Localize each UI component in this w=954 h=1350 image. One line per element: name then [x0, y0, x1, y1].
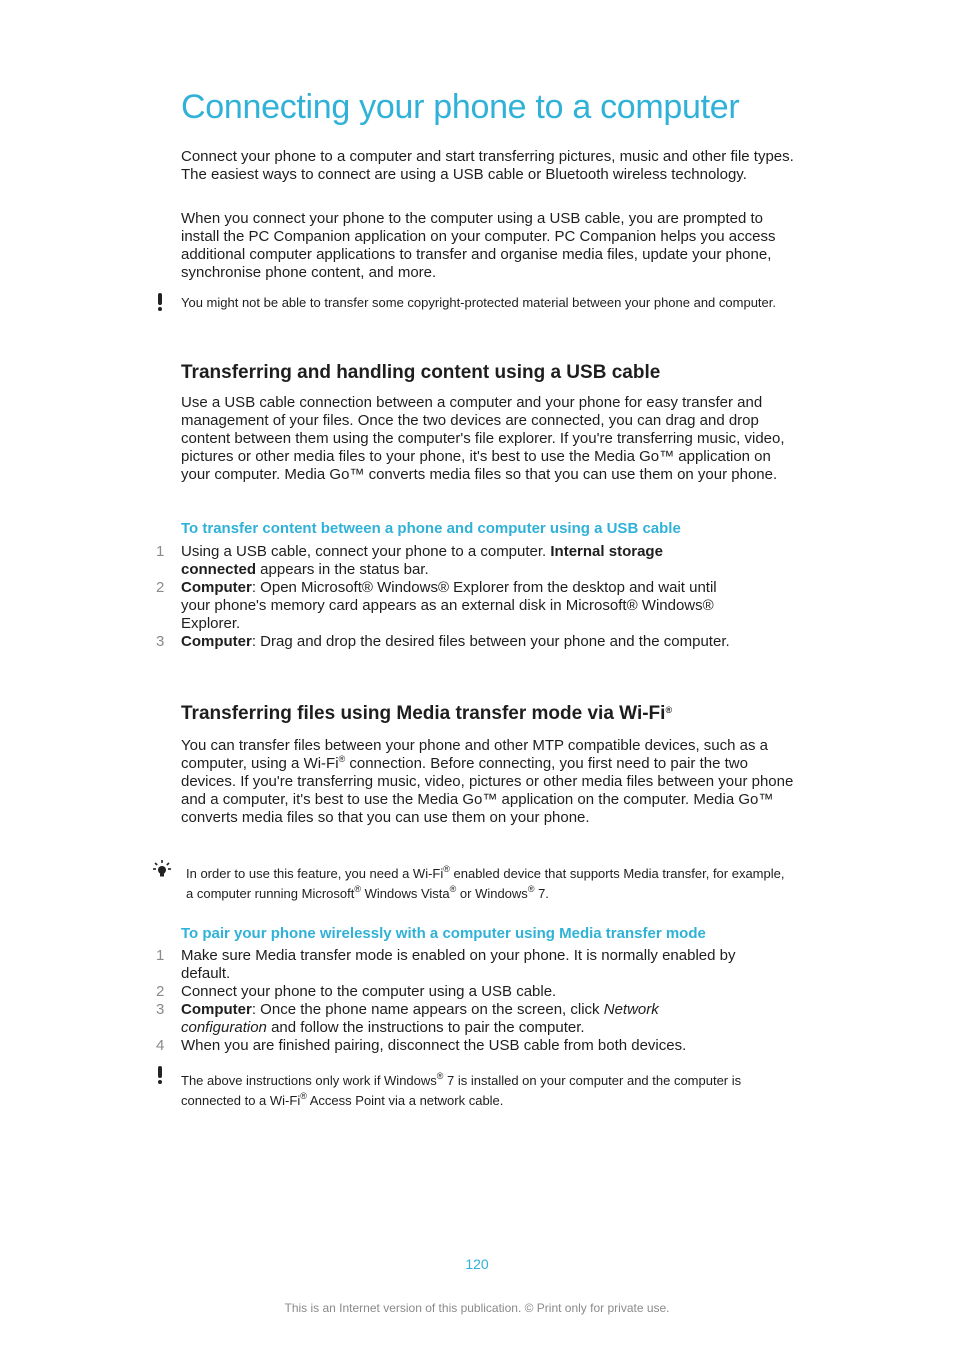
copyright-note: You might not be able to transfer some copyright-protected material between your phone and computer. — [181, 295, 776, 310]
step-number: 1 — [156, 947, 165, 964]
usb-step-1: Using a USB cable, connect your phone to a computer. Internal storage connected appears in the status bar. — [181, 543, 663, 578]
wifi-step-2: Connect your phone to the computer using a USB cable. — [181, 983, 557, 1000]
page-number: 120 — [465, 1256, 489, 1272]
page-title: Connecting your phone to a computer — [181, 88, 740, 126]
wifi-section-heading: Transferring files using Media transfer mode via Wi-Fi® — [181, 703, 673, 724]
usb-procedure-title: To transfer content between a phone and computer using a USB cable — [181, 520, 681, 537]
usb-section-heading: Transferring and handling content using a USB cable — [181, 362, 661, 383]
step-number: 3 — [156, 633, 165, 650]
step-number: 1 — [156, 543, 165, 560]
wifi-section-body: You can transfer files between your phone and other MTP compatible devices, such as a computer, using a Wi-Fi® connection. Before connecting, you first need to pair the two devices. If you're transferring music, video, pictures or other media files between your phone and a computer, it's best to use the Media Go™ application on the computer. Media Go™ converts media files so that you can use them on your phone. — [181, 737, 794, 826]
wifi-procedure-title: To pair your phone wirelessly with a computer using Media transfer mode — [181, 925, 706, 942]
intro-paragraph-2: When you connect your phone to the computer using a USB cable, you are prompted to install the PC Companion application on your computer. PC Companion helps you access additional computer applications to transfer and organise media files, update your phone, synchronise phone content, and more. — [181, 210, 776, 281]
footer-notice: This is an Internet version of this publication. © Print only for private use. — [284, 1301, 670, 1315]
windows-7-note: The above instructions only work if Windows® 7 is installed on your computer and the computer is connected to a Wi-Fi® Access Point via a network cable. — [181, 1071, 742, 1108]
usb-section-body: Use a USB cable connection between a computer and your phone for easy transfer and management of your files. Once the two devices are connected, you can drag and drop content between them using the computer's file explorer. If you're transferring music, video, pictures or other media files to your phone, it's best to use the Media Go™ application on your computer. Media Go™ converts media files so that you can use them on your phone. — [181, 394, 785, 483]
step-number: 4 — [156, 1037, 165, 1054]
lightbulb-icon — [152, 859, 172, 879]
wifi-step-4: When you are finished pairing, disconnect the USB cable from both devices. — [181, 1037, 687, 1054]
step-number: 3 — [156, 1001, 165, 1018]
intro-paragraph-1: Connect your phone to a computer and start transferring pictures, music and other file types. The easiest ways to connect are using a USB cable or Bluetooth wireless technology. — [181, 148, 794, 183]
wifi-step-3: Computer: Once the phone name appears on the screen, click Network configuration and follow the instructions to pair the computer. — [181, 1001, 659, 1036]
wifi-step-1: Make sure Media transfer mode is enabled on your phone. It is normally enabled by default. — [181, 947, 736, 982]
step-number: 2 — [156, 983, 165, 1000]
step-number: 2 — [156, 579, 165, 596]
media-transfer-tip: In order to use this feature, you need a Wi-Fi® enabled device that supports Media transfer, for example, a computer running Microsoft® Windows Vista® or Windows® 7. — [186, 864, 785, 901]
usb-step-3: Computer: Drag and drop the desired files between your phone and the computer. — [181, 633, 730, 650]
usb-step-2: Computer: Open Microsoft® Windows® Explorer from the desktop and wait until your phone's memory card appears as an external disk in Microsoft® Windows® Explorer. — [181, 579, 717, 632]
